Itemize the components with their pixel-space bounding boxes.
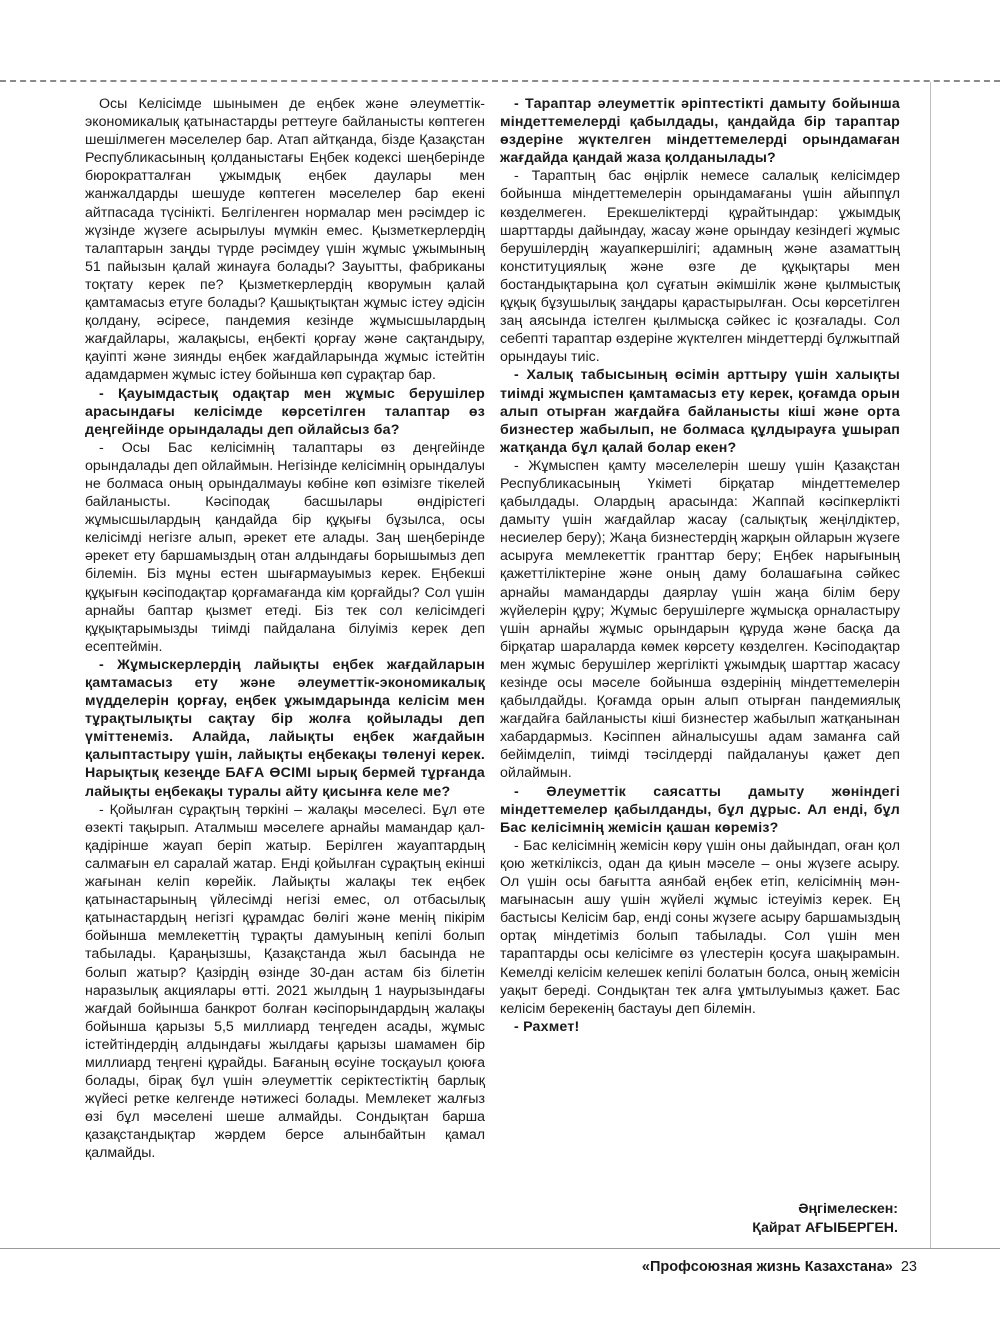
paragraph: - Қойылған сұрақтың төркіні – жалақы мәселесі. Бұл өте өзекті тақырып. Аталмыш мәселеге арнайы мамандар қал-қадірінше жауап беріп жатыр. Берілген жауаптардың салмағын ел саралай жатар. Енді қойылған сұрақтың екінші жағынан келіп көрейік. Лайықты жалақы тек еңбек қатынастарының үйлесімді негізі емес, ол отбасылық қатынастардың негізгі құрамдас бөлігі және менің пікірім бойынша мемлекеттің тұрақты дамуының кепілі болып табылады. Қараңызшы, Қазақстанда жыл басында не болып жатыр? Қазірдің өзінде 30-дан астам біз білетін наразылық акциялары өтті. 2021 жылдың 1 наурызындағы жағдай бойынша банкрот болған кәсіпорындардың жалақы бойынша қарызы 5,5 миллиард теңгеден асады, жұмыс істейтіндердің алдындағы жылдағы қарызы шамамен бір миллиард теңгені құрайды. Бағаның өсуіне тосқауыл қоюға болады, бірақ бұл үшін әлеуметтік серіктестіктің барлық жүйесі ретке келгенде нәтижесі болады. Мемлекет жалғыз өзі бұл мәселені шеше алмайды. Сондықтан барша қазақстандықтар жәрдем берсе алынбайтын қамал қалмайды. — [85, 801, 485, 1162]
page-footer — [642, 1257, 917, 1277]
left-column — [85, 95, 485, 1163]
right-column — [500, 95, 900, 1036]
paragraph: - Бас келісімнің жемісін көру үшін оны дайындап, оған қол қою жеткіліксіз, одан да қиын мәселе – оны жүзеге асыру. Ол үшін осы бағытта аянбай еңбек етіп, келісімнің мән-мағынасын ашу үшін жүйелі жұмыс істеуіміз керек. Ең бастысы Келісім бар, енді соны жүзеге асыру баршамыздың ортақ міндетіміз болып табылады. Сол үшін мен тараптарды осы келісімге өз үлестерін қосуға шақырамын. Кемелді келісім келешек кепілі болатын болса, оның жемісін уақыт береді. Сондықтан тек алға ұмтылуымыз қажет. Бас келісім берекенің бастауы деп білемін. — [500, 837, 900, 1017]
paragraph: - Тараптың бас өңірлік немесе салалық келісімдер бойынша міндеттемелерін орындамағаны үшін айыппұл көзделмеген. Ерекшеліктерді құрайтындар: ұжымдық шарттарды дайындау, жасау және орындау кезіндегі жұмыс берушілердің жауапкершілігі; адамның және азаматтың конституциялық және өзге де құқықтары мен бостандықтарына қол сұғатын әкімшілік және қылмыстық құқық бұзушылық заңдары қарастырылған. Осы көрсетілген заң аясында істелген қылмысқа сәйкес іс қозғалады. Сол себепті тараптар өздеріне жүктелген міндеттерді бұлжытпай орындауы тиіс. — [500, 168, 900, 366]
signature-name: Қайрат АҒЫБЕРГЕН. — [752, 1219, 898, 1236]
closing-thanks: - Рахмет! — [514, 1018, 580, 1035]
interview-question: - Тараптар әлеуметтік әріптестікті дамыту бойынша міндеттемелерді қабылдады, қандайда бір тараптар өздеріне жүктелген міндеттемелерді орындамаған жағдайда қандай жаза қолданылады? — [500, 96, 900, 167]
signature-label: Әңгімелескен: — [798, 1201, 898, 1217]
right-margin-rule — [930, 82, 931, 1248]
page-number: 23 — [900, 1259, 917, 1275]
interviewer-signature — [752, 1200, 898, 1237]
paragraph: Осы Келісімде шынымен де еңбек және әлеуметтік-экономикалық қатынастарды реттеуге байланысты көптеген шешілмеген мәселелер бар. Атап айтқанда, бізде Қазақстан Республикасының қолданыстағы Еңбек кодексі шеңберінде бюрократталған ұжымдық еңбек даулары мен жанжалдарды шешуде көптеген мәселелер бар екені айтпасада түсінікті. Белгіленген нормалар мен рәсімдер іс жүзінде жүзеге асырылуы мүмкін емес. Қызметкерлердің талаптарын заңды түрде рәсімдеу үшін жұмыс ұжымының 51 пайызын қалай жинауға болады? Зауытты, фабриканы тоқтату керек пе? Қызметкерлердің кворумын қалай қамтамасыз етуге болады? Қашықтықтан жұмыс істеу әдісін қолдану, әсіресе, пандемия кезінде жұмысшылардың жағдайлары, жалақысы, еңбекті қорғау және сақтандыру, қауіпті және зиянды еңбек жағдайларында жұмыс істейтін адамдармен жұмыс істеу бойынша көп сұрақтар бар. — [85, 96, 485, 384]
footer-rule — [0, 1248, 1000, 1249]
paragraph: - Жұмыспен қамту мәселелерін шешу үшін Қазақстан Республикасының Үкіметі бірқатар міндеттемелер қабылдады. Олардың арасында: Жаппай кәсіпкерлікті дамыту үшін жағдайлар жасау (салықтық жеңілдіктер, несиелер беру); Жаңа бизнестердің жарқын ойларын жүзеге асыруға мемлекеттік гранттар беру; Еңбек нарығының қажеттіліктеріне және оның даму болашағына сәйкес арнайы мамандарды даярлау үшін жаңа білім беру жүйелерін құру; Жұмыс берушілерге жұмысқа орналастыру үшін арнайы жұмыс орындарын құруда және басқа да бірқатар шараларда көмек көрсету көзделген. Кәсіподақтар мен жұмыс берушілер жергілікті ұжымдық шарттар жасасу кезінде осы мәселе бойынша өздерінің міндеттемелерін қабылдайды. Қоғамда орын алып отырған пандемиялық жағдайға байланысты кіші бизнестер жабылып жатқанынан хабардармыз. Кәсіппен айналысушы адам заманға сай бейімделіп, тиімді тәсілдерді пайдалануы қажет деп ойлаймын. — [500, 457, 900, 782]
interview-question: - Жұмыскерлердің лайықты еңбек жағдайларын қамтамасыз ету және әлеуметтік-экономикалық мүдделерін қорғау, еңбек ұжымдарында келісім мен тұрақтылықты сақтау бір жолға қойылады деп үміттенеміз. Алайда, лайықты еңбек жағдайын қалыптастыру үшін, лайықты еңбекақы төленуі керек. Нарықтық кезеңде БАҒА ӨСІМІ ырық бермей тұрғанда лайықты еңбекақы туралы айту қисынға келе ме? — [85, 656, 485, 800]
magazine-title: «Профсоюзная жизнь Казахстана» — [641, 1259, 893, 1275]
interview-question: - Қауымдастық одақтар мен жұмыс берушілер арасындағы келісімде көрсетілген талаптар өз деңгейінде орындалады деп ойлайсыз ба? — [85, 385, 485, 438]
interview-question: - Әлеуметтік саясатты дамыту жөніндегі міндеттемелер қабылданды, бұл дұрыс. Ал енді, бұл Бас келісімнің жемісін қашан көреміз? — [500, 783, 900, 836]
top-dashed-rule — [0, 80, 1000, 82]
paragraph: - Осы Бас келісімнің талаптары өз деңгейінде орындалады деп ойлаймын. Негізінде келісімнің орындалуы не болмаса оның орындалмауы көбіне көп өзімізге тікелей байланысты. Кәсіподақ басшылары өндірістегі жұмысшылардың қандайда бір құқығы бұзылса, осы келісімді негізге алып, әрекет ете алады. Заң шеңберінде әрекет ету баршамыздың отан алдындағы борышымыз деп білемін. Біз мұны естен шығармауымыз керек. Еңбекші құқығын кәсіподақтар қорғамағанда кім қорғайды? Сол үшін арнайы баптар қызмет етеді. Біз тек сол келісімдегі құқықтарымызды тиімді пайдалана білуіміз керек деп есептеймін. — [85, 439, 485, 655]
interview-question: - Халық табысының өсімін арттыру үшін халықты тиімді жұмыспен қамтамасыз ету керек, қоғамда орын алып отырған жағдайға байланысты кіші және орта бизнестер жабылып, не болмаса құлдырауға ұшырап жатқанда бұл қалай болар екен? — [500, 367, 900, 456]
